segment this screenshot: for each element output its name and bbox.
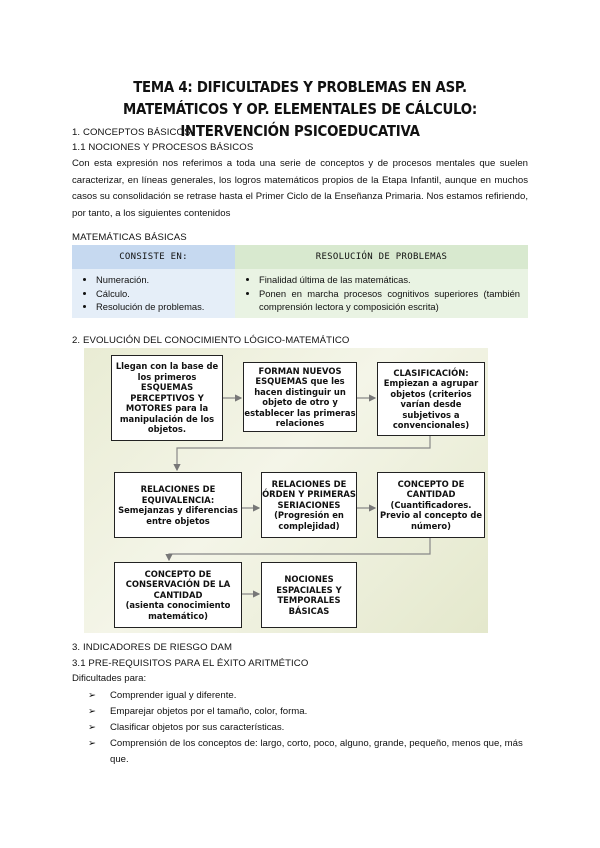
- table-cell-resolucion: [235, 269, 528, 318]
- list-item: ➢ Clasificar objetos por sus características.: [88, 720, 528, 736]
- box-nuevos-esquemas: FORMAN NUEVOS ESQUEMAS que les hacen distinguir un objeto de otro y establecer las primeras relaciones: [243, 362, 357, 432]
- box-text: Empiezan a agrupar objetos (criterios varían desde subjetivos a convencionales): [383, 378, 479, 430]
- box-title: CLASIFICACIÓN:: [393, 367, 469, 378]
- box-concepto-cantidad: [377, 472, 485, 538]
- box-title: CONCEPTO DE CONSERVACIÓN DE LA CANTIDAD: [125, 568, 231, 600]
- list-item: • Numeración.: [96, 273, 235, 287]
- arrow: [177, 436, 430, 470]
- risk-indicators-list: [88, 688, 528, 768]
- list-item: • Ponen en marcha procesos cognitivos superiores (también comprensión lectora y composición escrita): [259, 287, 520, 314]
- section-1-1-heading: 1.1 NOCIONES Y PROCESOS BÁSICOS: [72, 142, 254, 153]
- difficulties-intro: Dificultades para:: [72, 673, 147, 684]
- evolution-flow-diagram: [84, 348, 488, 633]
- table-cell-consiste: [72, 269, 235, 318]
- box-equivalencia: [114, 472, 242, 538]
- intro-paragraph: Con esta expresión nos referimos a toda una serie de conceptos y de procesos mentales que suelen caracterizar, en líneas generales, los logros matemáticos propios de la Etapa Infantil, aunque en muchos casos su consolidación se retrase hasta el Primer Ciclo de la Enseñanza Primaria. Nos estamos refiriendo, por tanto, a los siguientes contenidos: [72, 158, 528, 219]
- table-header-resolucion: RESOLUCIÓN DE PROBLEMAS: [235, 245, 528, 269]
- document-title: TEMA 4: DIFICULTADES Y PROBLEMAS EN ASP. MATEMÁTICOS Y OP. ELEMENTALES DE CÁLCULO: INTERVENCIÓN PSICOEDUCATIVA: [123, 78, 477, 140]
- list-item: • Cálculo.: [96, 287, 235, 301]
- section-1-heading: 1. CONCEPTOS BÁSICOS: [72, 127, 191, 138]
- table-header-consiste: CONSISTE EN:: [72, 245, 235, 269]
- box-nociones-espaciales: NOCIONES ESPACIALES Y TEMPORALES BÁSICAS: [261, 562, 357, 628]
- list-item: ➢ Comprensión de los conceptos de: largo, corto, poco, alguno, grande, pequeño, menos que, más que.: [88, 738, 523, 765]
- box-text: Semejanzas y diferencias entre objetos: [118, 505, 238, 526]
- table-heading: MATEMÁTICAS BÁSICAS: [72, 232, 187, 243]
- box-orden-seriaciones: [261, 472, 357, 538]
- box-text: (Progresión en complejidad): [274, 510, 344, 531]
- section-3-1-heading: 3.1 PRE-REQUISITOS PARA EL ÉXITO ARITMÉTICO: [72, 658, 309, 669]
- box-clasificacion: [377, 362, 485, 436]
- box-text: (asienta conocimiento matemático): [125, 600, 231, 621]
- box-title: CONCEPTO DE CANTIDAD: [397, 478, 465, 500]
- arrow-bullet-icon: ➢: [88, 706, 97, 717]
- box-title: RELACIONES DE ÓRDEN Y PRIMERAS SERIACIONES: [262, 478, 356, 510]
- arrow-bullet-icon: ➢: [88, 690, 97, 701]
- section-3-heading: 3. INDICADORES DE RIESGO DAM: [72, 642, 233, 653]
- box-text: (Cuantificadores. Previo al concepto de número): [379, 499, 483, 531]
- list-item: • Finalidad última de las matemáticas.: [259, 273, 520, 287]
- box-conservacion-cantidad: [114, 562, 242, 628]
- box-esquemas-perceptivos: Llegan con la base de los primeros ESQUEMAS PERCEPTIVOS Y MOTORES para la manipulación de los objetos.: [111, 355, 223, 441]
- list-item: ➢ Comprender igual y diferente.: [88, 688, 528, 704]
- math-basics-table: [72, 245, 528, 318]
- list-item: ➢ Emparejar objetos por el tamaño, color, forma.: [88, 704, 528, 720]
- arrow-bullet-icon: ➢: [88, 738, 97, 749]
- arrow-bullet-icon: ➢: [88, 722, 97, 733]
- section-2-heading: 2. EVOLUCIÓN DEL CONOCIMIENTO LÓGICO-MATEMÁTICO: [72, 335, 350, 346]
- list-item: • Resolución de problemas.: [96, 300, 235, 314]
- arrow: [169, 538, 430, 560]
- box-title: RELACIONES DE EQUIVALENCIA:: [140, 484, 216, 505]
